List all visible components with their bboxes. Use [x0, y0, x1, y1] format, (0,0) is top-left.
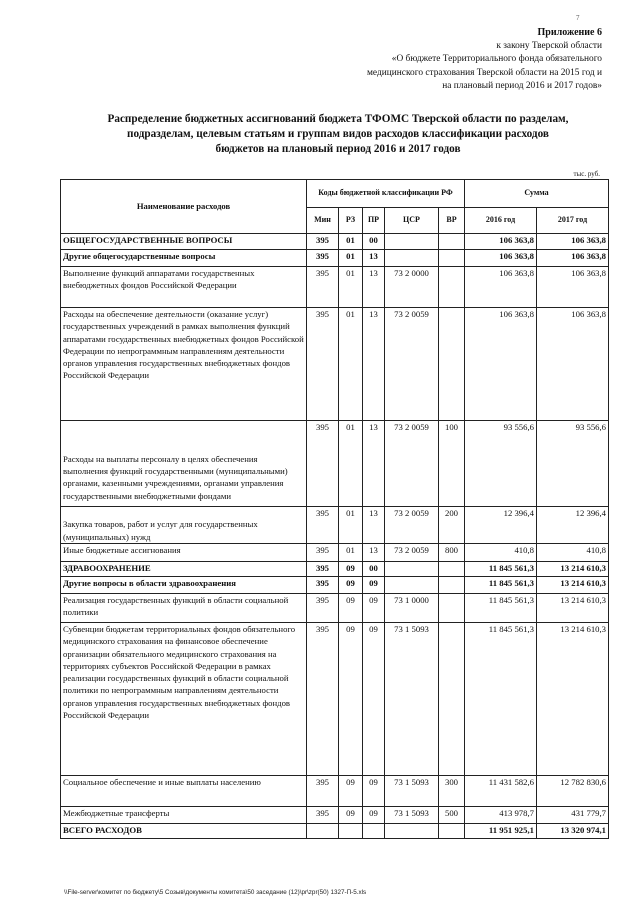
row-rz: 01 [339, 234, 363, 250]
table-row [61, 308, 609, 421]
row-csr: 73 2 0059 [385, 308, 439, 421]
header-vr: ВР [439, 208, 465, 234]
row-rz: 01 [339, 308, 363, 421]
header-csr: ЦСР [385, 208, 439, 234]
table-row-total [61, 824, 609, 839]
table-row [61, 623, 609, 776]
row-name: Расходы на выплаты персоналу в целях обеспечения выполнения функций государственными (муниципальными) органами, казенными учреждениями, органами управления государственными внебюджетными фондами [61, 421, 307, 507]
row-min: 395 [307, 421, 339, 507]
row-2017: 12 782 830,6 [537, 776, 609, 807]
row-rz: 01 [339, 507, 363, 544]
table-row [61, 267, 609, 308]
row-pr [363, 824, 385, 839]
row-name: Другие общегосударственные вопросы [61, 250, 307, 267]
row-name: Расходы на обеспечение деятельности (оказание услуг) государственных учреждений в рамках выполнения функций аппаратами государственных внебюджетных фондов Российской Федерации по непрограммным направлениям деятельности органов управления государственных внебюджетных фондов Российской Федерации [61, 308, 307, 421]
row-pr: 09 [363, 776, 385, 807]
row-vr [439, 623, 465, 776]
row-pr: 13 [363, 250, 385, 267]
row-csr [385, 234, 439, 250]
row-csr: 73 2 0059 [385, 544, 439, 562]
row-rz: 09 [339, 807, 363, 824]
row-csr: 73 1 5093 [385, 623, 439, 776]
table-row [61, 594, 609, 623]
row-csr: 73 2 0000 [385, 267, 439, 308]
row-vr [439, 577, 465, 594]
row-csr [385, 577, 439, 594]
row-vr [439, 562, 465, 577]
row-rz: 01 [339, 421, 363, 507]
row-name: Межбюджетные трансферты [61, 807, 307, 824]
row-vr [439, 308, 465, 421]
row-pr: 13 [363, 507, 385, 544]
row-2016: 106 363,8 [465, 234, 537, 250]
row-pr: 13 [363, 544, 385, 562]
row-rz: 01 [339, 250, 363, 267]
row-rz [339, 824, 363, 839]
row-name: Иные бюджетные ассигнования [61, 544, 307, 562]
row-vr [439, 234, 465, 250]
row-2016: 11 845 561,3 [465, 623, 537, 776]
header-name: Наименование расходов [61, 180, 307, 234]
appendix-line: к закону Тверской области [496, 40, 602, 51]
row-pr: 00 [363, 562, 385, 577]
row-pr: 13 [363, 267, 385, 308]
budget-table [60, 179, 609, 839]
appendix-line: медицинского страхования Тверской области на 2015 год и [367, 67, 602, 78]
row-vr [439, 594, 465, 623]
row-vr: 300 [439, 776, 465, 807]
page-number: 7 [576, 14, 580, 22]
row-csr [385, 250, 439, 267]
header-min: Мин [307, 208, 339, 234]
row-min: 395 [307, 250, 339, 267]
row-min: 395 [307, 234, 339, 250]
row-name: Другие вопросы в области здравоохранения [61, 577, 307, 594]
row-min: 395 [307, 507, 339, 544]
table-row [61, 250, 609, 267]
row-2017: 106 363,8 [537, 234, 609, 250]
row-2016: 410,8 [465, 544, 537, 562]
row-2017: 106 363,8 [537, 308, 609, 421]
row-2016: 93 556,6 [465, 421, 537, 507]
header-2016: 2016 год [465, 208, 537, 234]
document-title [58, 112, 618, 158]
row-2016: 106 363,8 [465, 267, 537, 308]
row-pr: 13 [363, 421, 385, 507]
row-rz: 09 [339, 562, 363, 577]
row-name: Субвенции бюджетам территориальных фондов обязательного медицинского страхования на финансовое обеспечение организации обязательного медицинского страхования на территориях субъектов Российской Федерации в рамках реализации государственных функций в области социальной политики по непрограммным направлениям деятельности органов управления государственных внебюджетных фондов Российской Федерации [61, 623, 307, 776]
title-line: бюджетов на плановый период 2016 и 2017 годов [215, 143, 461, 156]
table-row [61, 807, 609, 824]
appendix-title: Приложение 6 [537, 27, 602, 38]
row-rz: 01 [339, 267, 363, 308]
row-name: Реализация государственных функций в области социальной политики [61, 594, 307, 623]
row-rz: 09 [339, 577, 363, 594]
appendix-line: на плановый период 2016 и 2017 годов» [442, 81, 602, 92]
row-vr: 200 [439, 507, 465, 544]
row-min: 395 [307, 623, 339, 776]
row-2017: 106 363,8 [537, 267, 609, 308]
row-vr: 500 [439, 807, 465, 824]
file-path-footer: \\File-server\комитет по бюджету\5 Созыв\документы комитета\50 заседание (12)\pr\zpr(50) 1327-П-5.xls [64, 889, 367, 896]
row-2016: 106 363,8 [465, 250, 537, 267]
row-pr: 09 [363, 623, 385, 776]
row-min: 395 [307, 267, 339, 308]
row-csr: 73 1 5093 [385, 776, 439, 807]
row-name: ВСЕГО РАСХОДОВ [61, 824, 307, 839]
row-pr: 09 [363, 577, 385, 594]
table-row [61, 544, 609, 562]
row-2017: 431 779,7 [537, 807, 609, 824]
row-name: ЗДРАВООХРАНЕНИЕ [61, 562, 307, 577]
header-2017: 2017 год [537, 208, 609, 234]
row-2016: 106 363,8 [465, 308, 537, 421]
row-pr: 09 [363, 594, 385, 623]
row-csr: 73 2 0059 [385, 507, 439, 544]
row-rz: 09 [339, 776, 363, 807]
header-rz: РЗ [339, 208, 363, 234]
row-min: 395 [307, 562, 339, 577]
row-csr: 73 2 0059 [385, 421, 439, 507]
row-2017: 93 556,6 [537, 421, 609, 507]
table-row [61, 421, 609, 507]
row-csr: 73 1 5093 [385, 807, 439, 824]
appendix-line: «О бюджете Территориального фонда обязательного [391, 54, 602, 65]
row-rz: 09 [339, 594, 363, 623]
row-2017: 13 214 610,3 [537, 623, 609, 776]
row-min: 395 [307, 308, 339, 421]
row-rz: 01 [339, 544, 363, 562]
row-csr [385, 562, 439, 577]
row-2017: 13 214 610,3 [537, 577, 609, 594]
row-vr [439, 267, 465, 308]
row-vr [439, 824, 465, 839]
row-name: Выполнение функций аппаратами государственных внебюджетных фондов Российской Федерации [61, 267, 307, 308]
row-csr: 73 1 0000 [385, 594, 439, 623]
units-label: тыс. руб. [573, 170, 600, 178]
row-pr: 00 [363, 234, 385, 250]
row-2017: 13 320 974,1 [537, 824, 609, 839]
row-2016: 11 845 561,3 [465, 562, 537, 577]
header-codes: Коды бюджетной классификации РФ [307, 180, 465, 208]
row-2016: 11 951 925,1 [465, 824, 537, 839]
row-name: Социальное обеспечение и иные выплаты населению [61, 776, 307, 807]
row-name: Закупка товаров, работ и услуг для государственных (муниципальных) нужд [61, 507, 307, 544]
row-csr [385, 824, 439, 839]
table-row [61, 234, 609, 250]
row-2017: 13 214 610,3 [537, 594, 609, 623]
row-vr: 800 [439, 544, 465, 562]
row-min: 395 [307, 544, 339, 562]
row-pr: 13 [363, 308, 385, 421]
row-rz: 09 [339, 623, 363, 776]
table-row [61, 507, 609, 544]
row-min: 395 [307, 594, 339, 623]
row-vr [439, 250, 465, 267]
row-2017: 106 363,8 [537, 250, 609, 267]
row-2016: 11 431 582,6 [465, 776, 537, 807]
table-row [61, 562, 609, 577]
header-pr: ПР [363, 208, 385, 234]
row-2016: 11 845 561,3 [465, 594, 537, 623]
row-2016: 413 978,7 [465, 807, 537, 824]
appendix-header [367, 26, 602, 94]
table-row [61, 577, 609, 594]
row-min: 395 [307, 577, 339, 594]
row-min [307, 824, 339, 839]
row-pr: 09 [363, 807, 385, 824]
header-sum: Сумма [465, 180, 609, 208]
table-row [61, 776, 609, 807]
row-min: 395 [307, 776, 339, 807]
row-vr: 100 [439, 421, 465, 507]
title-line: Распределение бюджетных ассигнований бюджета ТФОМС Тверской области по разделам, [107, 113, 569, 125]
row-name: ОБЩЕГОСУДАРСТВЕННЫЕ ВОПРОСЫ [61, 234, 307, 250]
row-2017: 410,8 [537, 544, 609, 562]
row-2016: 12 396,4 [465, 507, 537, 544]
row-min: 395 [307, 807, 339, 824]
row-2016: 11 845 561,3 [465, 577, 537, 594]
row-2017: 13 214 610,3 [537, 562, 609, 577]
row-2017: 12 396,4 [537, 507, 609, 544]
title-line: подразделам, целевым статьям и группам видов расходов классификации расходов [127, 128, 549, 141]
